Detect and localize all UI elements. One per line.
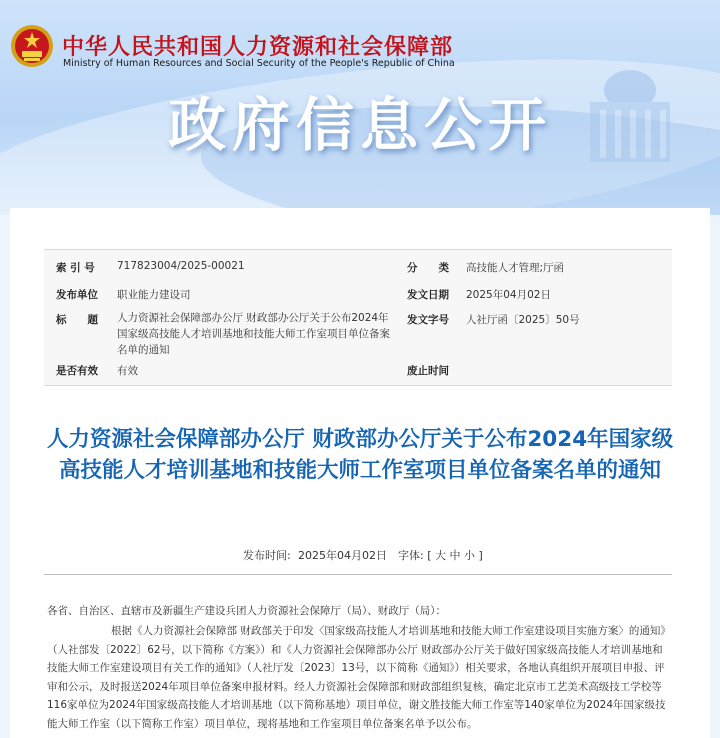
document-title: 人力资源社会保障部办公厅 财政部办公厅关于公布2024年国家级高技能人才培训基地和技能大师工作室项目单位备案名单的通知: [46, 427, 674, 483]
header-banner: [0, 0, 720, 215]
salutation: 各省、自治区、直辖市及新疆生产建设兵团人力资源社会保障厅（局）、财政厅（局）：: [47, 605, 446, 617]
publish-date: 2025年04月02日: [298, 549, 387, 562]
publish-label: 发布时间:: [243, 549, 291, 562]
title-label: 标 题: [56, 314, 98, 326]
org-name-cn[interactable]: 中华人民共和国人力资源和社会保障部: [62, 35, 454, 60]
issuer-label: 发布单位: [56, 289, 98, 301]
docno-value: 人社厅函〔2025〕50号: [466, 314, 580, 326]
building-silhouette-icon: [560, 60, 700, 170]
font-size-switcher[interactable]: 字体: [ 大 中 小 ]: [398, 549, 483, 562]
body-paragraph: 根据《人力资源社会保障部 财政部关于印发〈国家级高技能人才培训基地和技能大师工作室建设项目实施方案〉的通知》（人社部发〔2022〕62号，以下简称《方案》）和《人力资源社会保障部办公厅 财政部办公厅关于做好国家级高技能人才培训基地和技能大师工作室建设项目有关工作的通知》（人社厅发〔2023〕13号，以下简称《通知》）相关要求，各地认真组织开展项目申报、评审和公示，及时报送2024年项目单位备案申报材料。经人力资源社会保障部和财政部组织复核，确定北京市工艺美术高级技工学校等116家单位为2024年国家级高技能人才培训基地（以下简称基地）项目单位，谢文胜技能大师工作室等140家单位为2024年国家级技能大师工作室（以下简称工作室）项目单位，现将基地和工作室项目单位备案名单予以公布。: [47, 625, 671, 730]
docno-label: 发文字号: [407, 314, 449, 326]
date-value: 2025年04月02日: [466, 289, 551, 301]
title-value: 人力资源社会保障部办公厅 财政部办公厅关于公布2024年国家级高技能人才培训基地和技能大师工作室项目单位备案名单的通知: [117, 312, 390, 356]
category-value: 高技能人才管理;厅函: [466, 262, 565, 274]
date-label: 发文日期: [407, 289, 449, 301]
abolish-label: 废止时间: [407, 365, 449, 377]
category-label: 分 类: [407, 262, 449, 274]
info-table: [44, 249, 672, 386]
divider: [44, 574, 672, 575]
national-emblem-icon[interactable]: [10, 24, 54, 68]
index-value: 717823004/2025-00021: [117, 260, 245, 272]
validity-value: 有效: [117, 365, 138, 377]
issuer-value: 职业能力建设司: [117, 289, 191, 301]
banner-title: 政府信息公开: [168, 91, 553, 159]
validity-label: 是否有效: [56, 365, 98, 377]
index-label: 索 引 号: [56, 262, 95, 274]
org-name-en: Ministry of Human Resources and Social Security of the People's Republic of China: [63, 58, 455, 69]
